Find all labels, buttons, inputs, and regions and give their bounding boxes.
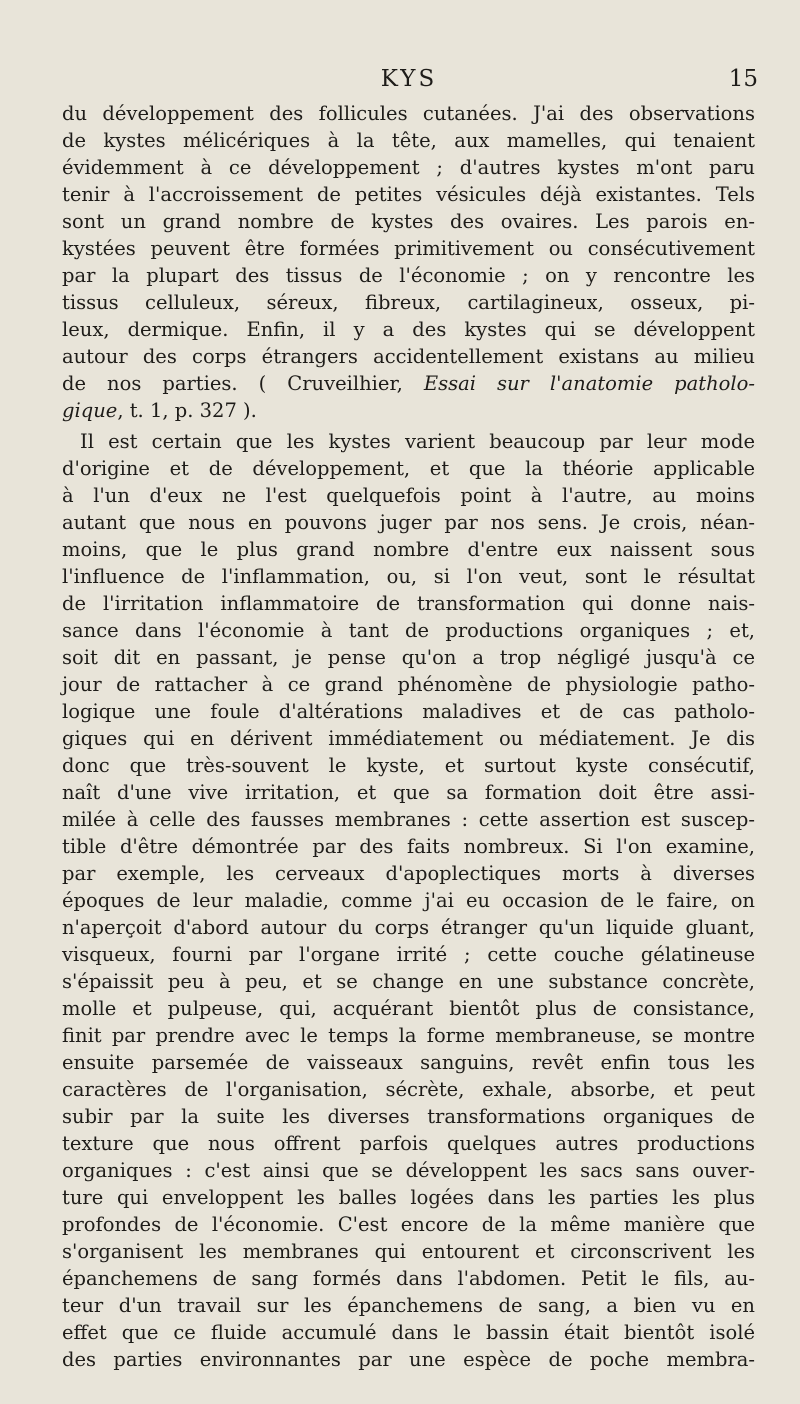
text-line: n'aperçoit d'abord autour du corps étranger qu'un liquide gluant, <box>62 916 755 939</box>
text-line: kystées peuvent être formées primitivement ou consécutivement <box>62 237 755 260</box>
text-line: épanchemens de sang formés dans l'abdomen. Petit le fils, au- <box>62 1267 755 1290</box>
text-line: logique une foule d'altérations maladives et de cas patholo- <box>62 700 755 723</box>
text-line: molle et pulpeuse, qui, acquérant bientôt plus de consistance, <box>62 997 755 1020</box>
text-line: tible d'être démontrée par des faits nombreux. Si l'on examine, <box>62 835 755 858</box>
text-line: l'influence de l'inflammation, ou, si l'on veut, sont le résultat <box>62 565 755 588</box>
text-line: à l'un d'eux ne l'est quelquefois point à l'autre, au moins <box>62 484 755 507</box>
page-number: 15 <box>728 66 758 92</box>
text-line: du développement des follicules cutanées. J'ai des observations <box>62 102 755 125</box>
text-line: visqueux, fourni par l'organe irrité ; cette couche gélatineuse <box>62 943 755 966</box>
text-line: sance dans l'économie à tant de productions organiques ; et, <box>62 619 755 642</box>
text-line: de kystes mélicériques à la tête, aux mamelles, qui tenaient <box>62 129 755 152</box>
text-line: teur d'un travail sur les épanchemens de sang, a bien vu en <box>62 1294 755 1317</box>
text-line: naît d'une vive irritation, et que sa formation doit être assi- <box>62 781 755 804</box>
text-line: Il est certain que les kystes varient beaucoup par leur mode <box>80 430 755 453</box>
citation-title: Essai sur l'anatomie patholo- <box>423 372 755 395</box>
text-line: leux, dermique. Enfin, il y a des kystes qui se développent <box>62 318 755 341</box>
citation-title-end: gique <box>62 399 118 422</box>
text-line: de l'irritation inflammatoire de transformation qui donne nais- <box>62 592 755 615</box>
text-line: époques de leur maladie, comme j'ai eu occasion de le faire, on <box>62 889 755 912</box>
text-line-with-citation <box>62 370 755 397</box>
text-line: ensuite parsemée de vaisseaux sanguins, revêt enfin tous les <box>62 1051 755 1074</box>
text-line: organiques : c'est ainsi que se développent les sacs sans ouver- <box>62 1159 755 1182</box>
text-line: s'organisent les membranes qui entourent et circonscrivent les <box>62 1240 755 1263</box>
text-line: subir par la suite les diverses transformations organiques de <box>62 1105 755 1128</box>
text-line: jour de rattacher à ce grand phénomène de physiologie patho- <box>62 673 755 696</box>
text-line: tissus celluleux, séreux, fibreux, cartilagineux, osseux, pi- <box>62 291 755 314</box>
body-text <box>62 100 755 1373</box>
text-line: ture qui enveloppent les balles logées dans les parties les plus <box>62 1186 755 1209</box>
running-head <box>60 66 758 96</box>
text-line: sont un grand nombre de kystes des ovaires. Les parois en- <box>62 210 755 233</box>
text-line: par la plupart des tissus de l'économie ; on y rencontre les <box>62 264 755 287</box>
text-line: caractères de l'organisation, sécrète, exhale, absorbe, et peut <box>62 1078 755 1101</box>
text-line: d'origine et de développement, et que la théorie applicable <box>62 457 755 480</box>
text-line: soit dit en passant, je pense qu'on a trop négligé jusqu'à ce <box>62 646 755 669</box>
running-title: KYS <box>380 66 438 92</box>
text-line: giques qui en dérivent immédiatement ou médiatement. Je dis <box>62 727 755 750</box>
text-line: des parties environnantes par une espèce de poche membra- <box>62 1348 755 1371</box>
text-line: autant que nous en pouvons juger par nos sens. Je crois, néan- <box>62 511 755 534</box>
text-line: tenir à l'accroissement de petites vésicules déjà existantes. Tels <box>62 183 755 206</box>
text-line: effet que ce fluide accumulé dans le bassin était bientôt isolé <box>62 1321 755 1344</box>
citation-reference: , t. 1, p. 327 ). <box>117 399 257 422</box>
text-line: autour des corps étrangers accidentellement existans au milieu <box>62 345 755 368</box>
text-line-start: de nos parties. ( Cruveilhier, <box>62 372 403 395</box>
text-line: texture que nous offrent parfois quelques autres productions <box>62 1132 755 1155</box>
text-line: donc que très-souvent le kyste, et surtout kyste consécutif, <box>62 754 755 777</box>
text-line: finit par prendre avec le temps la forme membraneuse, se montre <box>62 1024 755 1047</box>
text-line: s'épaissit peu à peu, et se change en une substance concrète, <box>62 970 755 993</box>
citation-line <box>62 397 755 424</box>
text-line: profondes de l'économie. C'est encore de la même manière que <box>62 1213 755 1236</box>
text-line: par exemple, les cerveaux d'apoplectiques morts à diverses <box>62 862 755 885</box>
text-line: milée à celle des fausses membranes : cette assertion est suscep- <box>62 808 755 831</box>
text-line: moins, que le plus grand nombre d'entre eux naissent sous <box>62 538 755 561</box>
text-line: évidemment à ce développement ; d'autres kystes m'ont paru <box>62 156 755 179</box>
paragraph-2 <box>62 428 755 1373</box>
paragraph-1 <box>62 100 755 424</box>
